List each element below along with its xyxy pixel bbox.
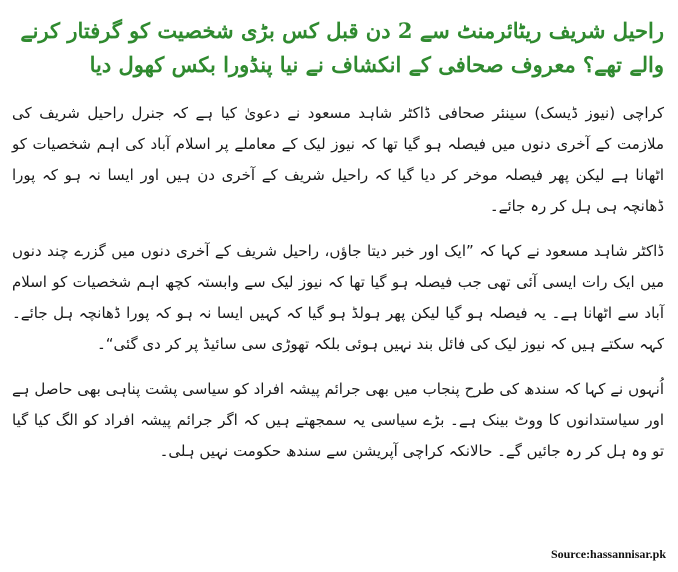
article: [10, 14, 668, 481]
article-paragraph-3: اُنہوں نے کہا کہ سندھ کی طرح پنجاب میں بھی جرائم پیشہ افراد کو سیاسی پشت پناہی بھی حاصل ہے اور سیاستدانوں کا ووٹ بینک ہے۔ بڑے سیاسی یہ سمجھتے ہیں کہ اگر جرائم پیشہ افراد کو الگ کیا گیا تو وہ ہل کر رہ جائیں گے۔ حالانکہ کراچی آپریشن سے سندھ حکومت نہیں ہلی۔: [12, 380, 664, 460]
source-credit: Source:hassannisar.pk: [550, 547, 666, 561]
article-headline: راحیل شریف ریٹائرمنٹ سے 2 دن قبل کس بڑی شخصیت کو گرفتار کرنے والے تھے؟ معروف صحافی کے انکشاف نے نیا پنڈورا بکس کھول دیا: [20, 18, 664, 77]
article-paragraph-1: کراچی (نیوز ڈیسک) سینئر صحافی ڈاکٹر شاہد مسعود نے دعویٰ کیا ہے کہ جنرل راحیل شریف کی ملازمت کے آخری دنوں میں فیصلہ ہو گیا تھا کہ نیوز لیک کے معاملے پر اسلام آباد کی اہم شخصیات کو اٹھانا ہے لیکن پھر فیصلہ موخر کر دیا گیا کہ راحیل شریف کے آخری دن ہیں اور ایسا نہ ہو کہ پورا ڈھانچہ ہی ہل کر رہ جائے۔: [12, 104, 664, 215]
article-paragraph-2: ڈاکٹر شاہد مسعود نے کہا کہ ”ایک اور خبر دیتا جاؤں، راحیل شریف کے آخری دنوں میں گزرے چند دنوں میں ایک رات ایسی آئی تھی جب فیصلہ ہو گیا تھا کہ نیوز لیک سے وابستہ کچھ اہم شخصیات کو اسلام آباد سے اٹھانا ہے۔ یہ فیصلہ ہو گیا لیکن پھر ہولڈ ہو گیا کہ کہیں ایسا نہ ہو کہ پورا ڈھانچہ ہل جائے۔ کہہ سکتے ہیں کہ نیوز لیک کی فائل بند نہیں ہوئی بلکہ تھوڑی سی سائیڈ پر کر دی گئی“۔: [12, 242, 664, 353]
